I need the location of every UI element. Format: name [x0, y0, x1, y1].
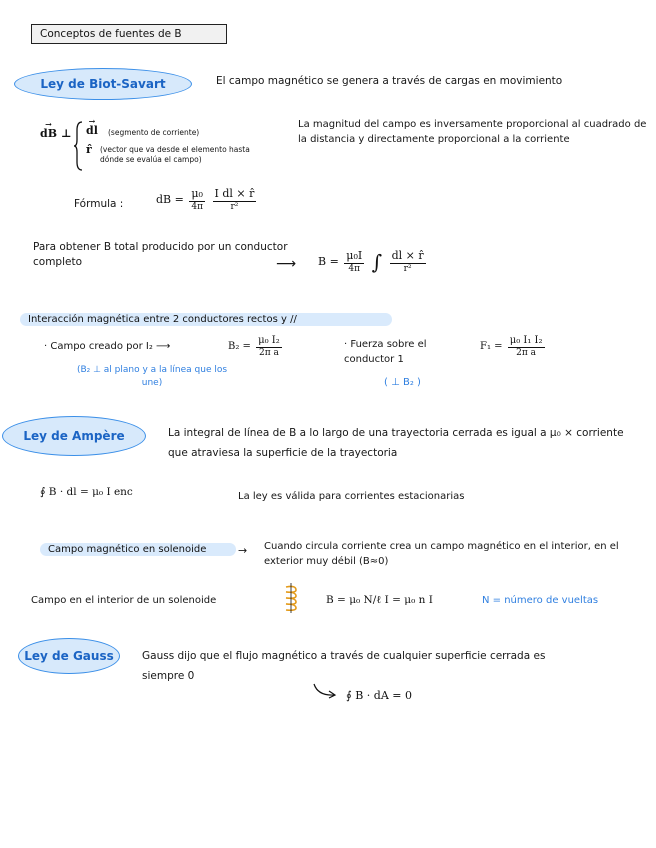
total-arrow: ⟶: [276, 256, 297, 272]
curved-arrow-icon: [312, 682, 338, 700]
field-text: · Campo creado por I₂ ⟶: [44, 341, 171, 352]
dl-symbol: → dl: [86, 124, 98, 137]
db-symbol: → dB ⊥: [40, 127, 71, 140]
total-b-text: Para obtener B total producido por un conductor completo: [33, 241, 288, 269]
page-title-text: Conceptos de fuentes de B: [40, 28, 182, 40]
r-symbol: r̂: [86, 143, 92, 156]
ampere-note: La ley es válida para corrientes estacionarias: [238, 491, 465, 502]
solenoid-text: Cuando circula corriente crea un campo magnético en el interior, en el exterior muy débil (B≈0): [264, 541, 619, 567]
solenoid-icon: [284, 583, 298, 613]
solenoid-formula: B = μ₀ N/ℓ I = μ₀ n I: [326, 594, 433, 606]
formula-label: Fórmula :: [74, 198, 124, 210]
ampere-heading: Ley de Ampère: [2, 416, 146, 456]
field-note: (B₂ ⊥ al plano y a la línea que los une): [76, 365, 228, 389]
force-formula: F₁ = $\frac{\text{μ₀ I₁ I₂}}{\text{2π a}}$: [480, 335, 543, 358]
force-note: ( ⊥ B₂ ): [384, 377, 421, 388]
total-b-formula: B = $\frac{\text{μ₀I}}{4\pi}$ ∫ $\frac{dl \times r̂}{\text{r²}}$: [318, 249, 424, 274]
gauss-formula: ∮ B · dA = 0: [346, 689, 412, 702]
brace-icon: [74, 120, 84, 172]
ampere-formula: ∮ B · dl = μ₀ I enc: [40, 486, 133, 498]
dl-note: (segmento de corriente): [108, 128, 200, 137]
gauss-text: Gauss dijo que el flujo magnético a través de cualquier superficie cerrada es siempre 0: [142, 650, 546, 682]
field-formula: B₂ = $\frac{\text{μ₀ I₂}}{\text{2π a}}$: [228, 335, 280, 358]
solenoid-note: N = número de vueltas: [482, 595, 599, 606]
interaction-heading: Interacción magnética entre 2 conductores rectos y //: [20, 313, 392, 326]
biot-formula: dB = $\frac{\text{μ₀}}{4\pi}$ $\frac{\text{I dl × r̂}}{\text{r²}}$: [156, 187, 255, 212]
gauss-heading: Ley de Gauss: [18, 638, 120, 674]
solenoid-heading: Campo magnético en solenoide: [40, 543, 236, 556]
integral-icon: ∫: [371, 250, 383, 274]
r-note: (vector que va desde el elemento hasta dónde se evalúa el campo): [100, 145, 250, 165]
biot-savart-heading: Ley de Biot-Savart: [14, 68, 192, 100]
solenoid-inside-text: Campo en el interior de un solenoide: [31, 595, 217, 606]
solenoid-arrow: →: [238, 544, 248, 557]
magnitude-text: La magnitud del campo es inversamente proporcional al cuadrado de la distancia y directamente proporcional a la corriente: [298, 119, 647, 145]
force-text: · Fuerza sobre el conductor 1: [344, 339, 427, 365]
biot-intro-text: El campo magnético se genera a través de cargas en movimiento: [216, 75, 563, 87]
page-title: [31, 24, 227, 44]
ampere-text: La integral de línea de B a lo largo de una trayectoria cerrada es igual a μ₀ × corriente que atraviesa la superficie de la trayectoria: [168, 427, 624, 459]
